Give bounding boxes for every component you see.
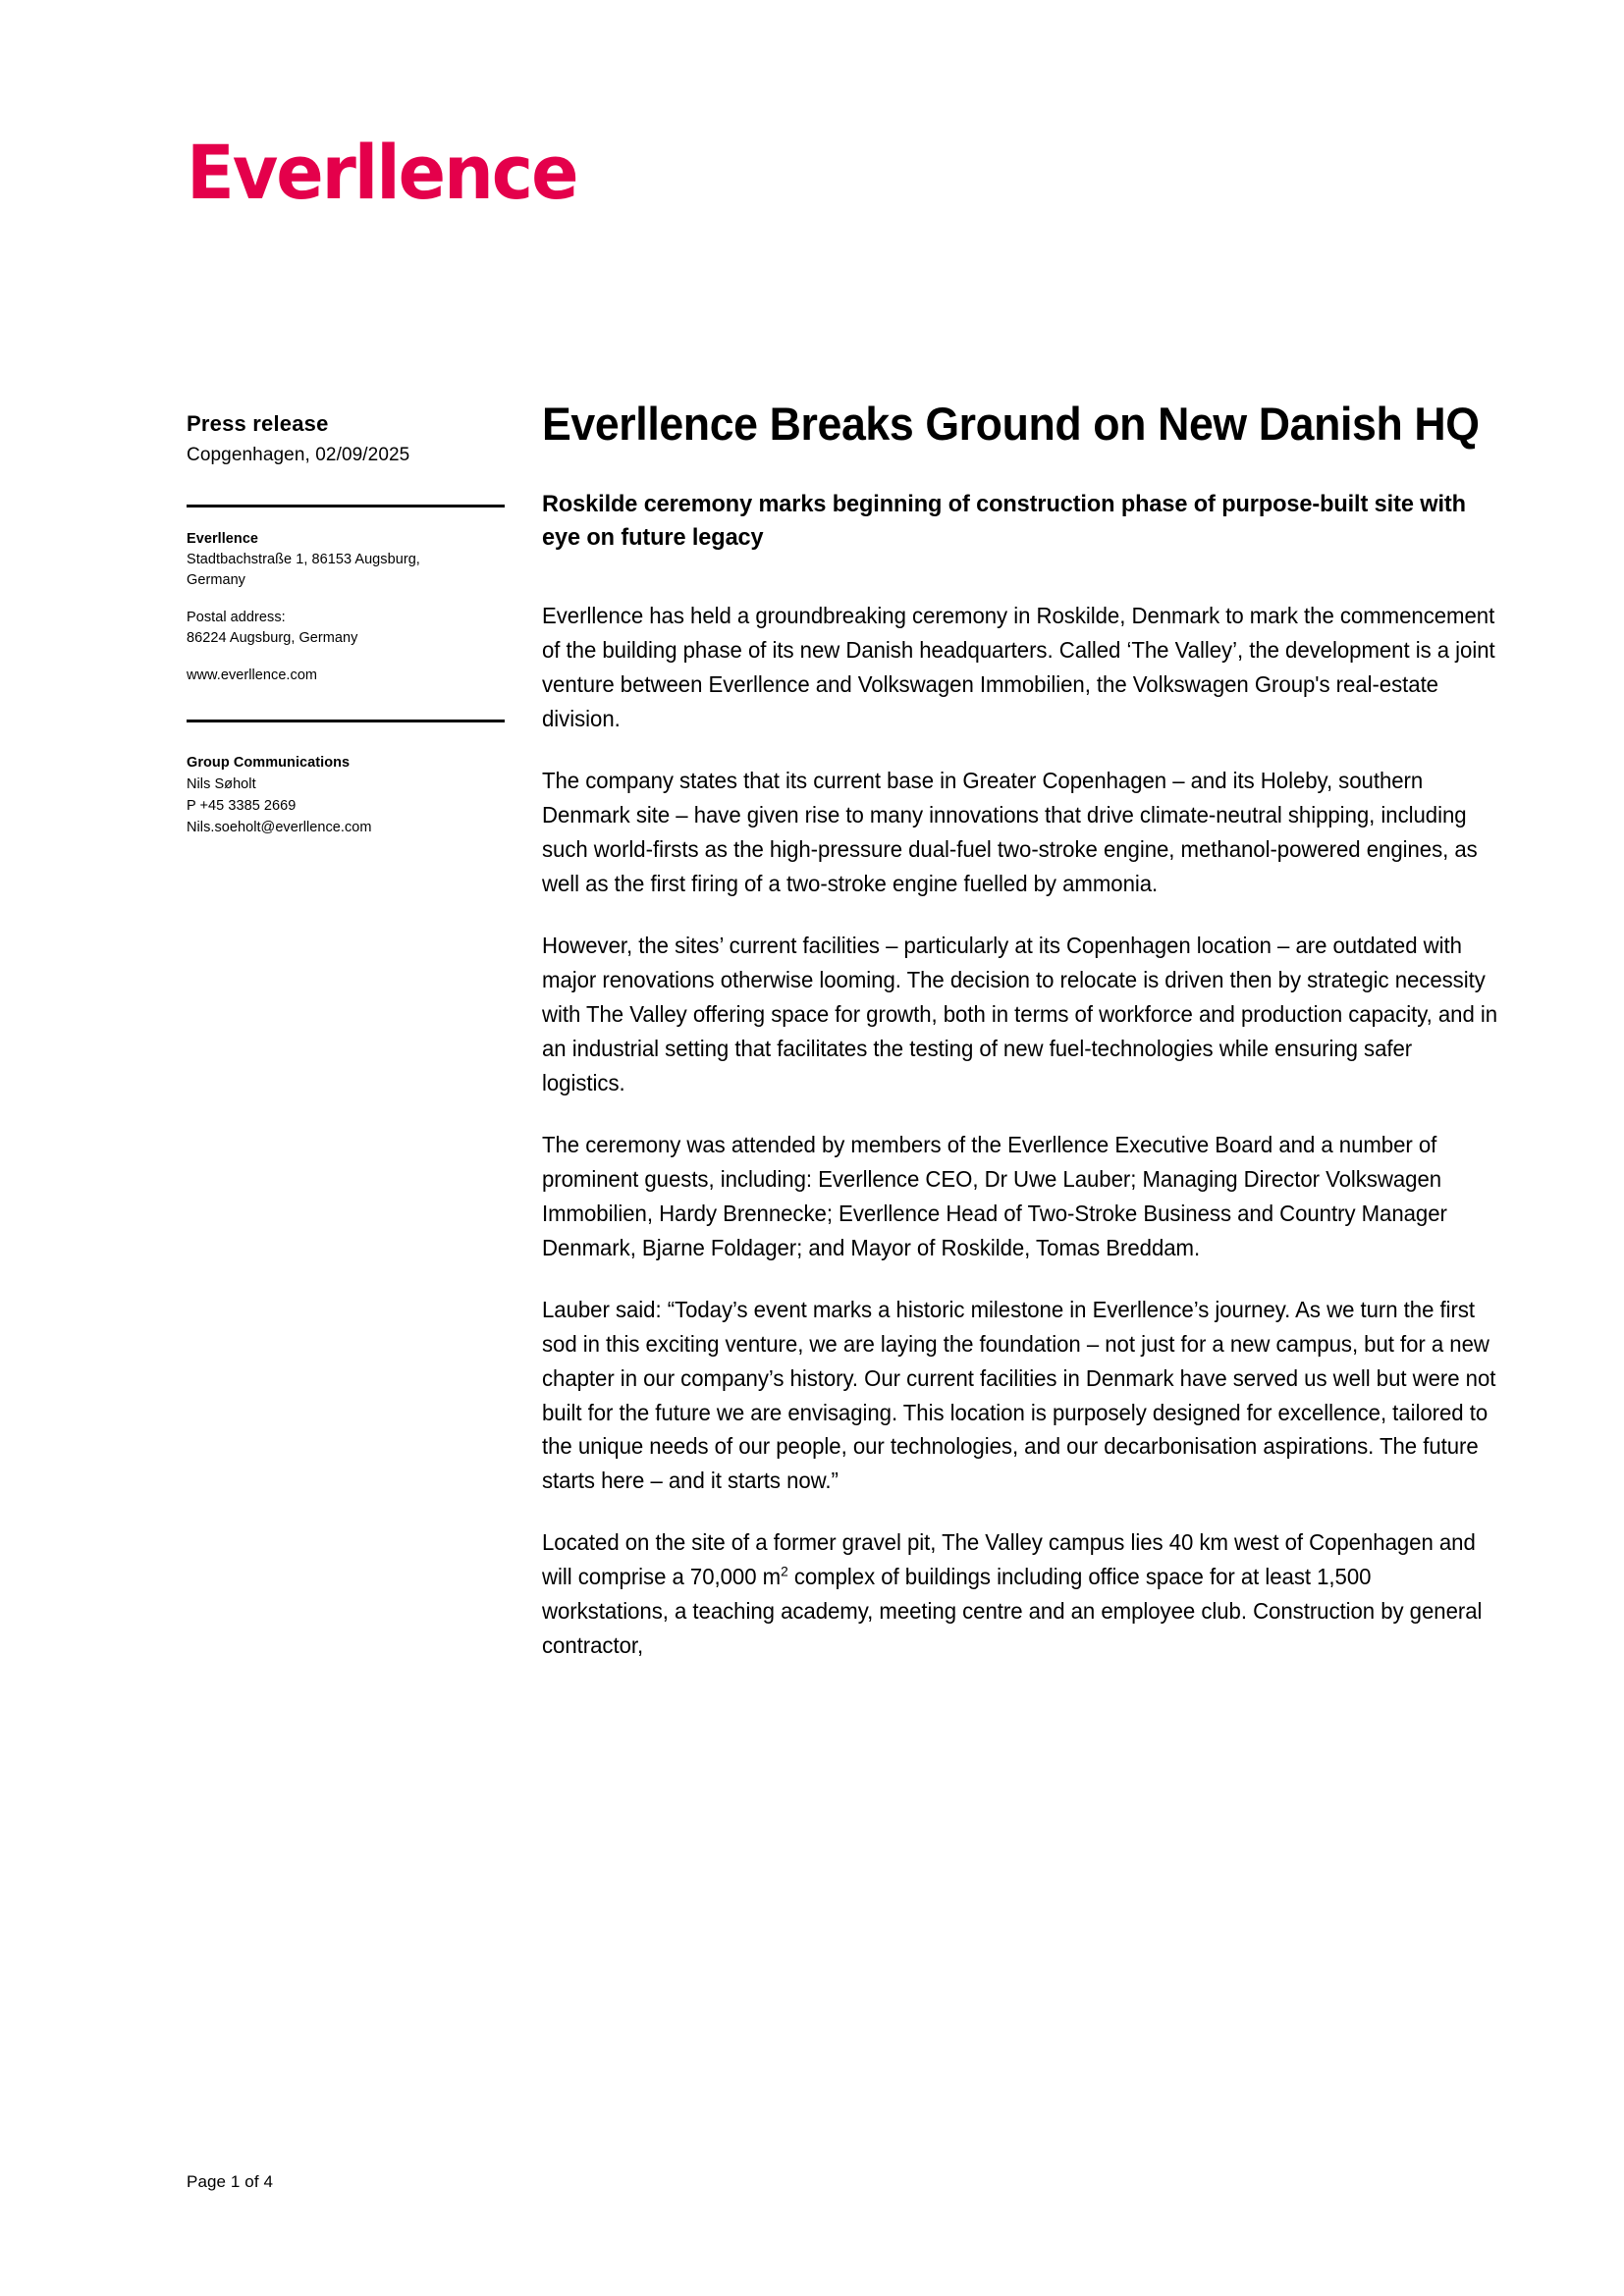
page-subtitle: Roskilde ceremony marks beginning of construction phase of purpose-built site with eye on future legacy [542,490,1466,551]
sidebar-divider-top [187,505,505,507]
press-release-label: Press release [187,411,329,436]
company-website[interactable]: www.everllence.com [187,667,318,684]
paragraph: The ceremony was attended by members of the Everllence Executive Board and a number of prominent guests, including: Everllence CEO, Dr Uwe Lauber; Managing Director Volkswagen Immobilien, Hardy Brennecke; Everllence Head of Two-Stroke Business and Country Manager Denmark, Bjarne Foldager; and Mayor of Roskilde, Tomas Breddam. [542,1131,1447,1260]
square-metre-exponent: 2 [781,1564,788,1580]
page-number: Page 1 of 4 [187,2172,274,2191]
contact-phone: P +45 3385 2669 [187,798,297,815]
company-name: Everllence [187,531,259,548]
postal-address-value: 86224 Augsburg, Germany [187,630,358,647]
paragraph-text-before-sup: Located on the site of a former gravel pit, The Valley campus lies 40 km west of Copenhagen and will comprise a 70,000 m [542,1529,1476,1590]
paragraph-text-after-sup: complex of buildings including office space for at least 1,500 workstations, a teaching academy, meeting centre and an employee club. Construction by general contractor, [542,1564,1483,1659]
postal-address-label: Postal address: [187,610,286,626]
body-copy [542,599,1534,1663]
dateline: Copgenhagen, 02/09/2025 [187,444,410,465]
sidebar-divider-bottom [187,720,505,722]
contact-person: Nils Søholt [187,776,256,793]
main-content [542,397,1534,1663]
company-address-block [187,529,505,686]
paragraph: Everllence has held a groundbreaking ceremony in Roskilde, Denmark to mark the commencement of the building phase of its new Danish headquarters. Called ‘The Valley’, the development is a joint venture between Everllence and Volkswagen Immobilien, the Volkswagen Group's real-estate division. [542,603,1495,732]
paragraph-truncated [542,1525,1499,1663]
paragraph: The company states that its current base in Greater Copenhagen – and its Holeby, southern Denmark site – have given rise to many innovations that drive climate-neutral shipping, including such world-firsts as the high-pressure dual-fuel two-stroke engine, methanol-powered engines, as well as the first firing of a two-stroke engine fuelled by ammonia. [542,768,1478,897]
sidebar [187,410,505,838]
everllence-logo: Everllence [187,129,577,216]
contact-email[interactable]: Nils.soeholt@everllence.com [187,820,372,836]
paragraph: However, the sites’ current facilities – particularly at its Copenhagen location – are outdated with major renovations otherwise looming. The decision to relocate is driven then by strategic necessity with The Valley offering space for growth, both in terms of workforce and production capacity, and in an industrial setting that facilitates the testing of new fuel-technologies while ensuring safer logistics. [542,933,1498,1095]
contact-department: Group Communications [187,755,351,772]
company-country: Germany [187,572,245,589]
paragraph: Lauber said: “Today’s event marks a historic milestone in Everllence’s journey. As we turn the first sod in this exciting venture, we are laying the foundation – not just for a new campus, but for a new chapter in our company’s history. Our current facilities in Denmark have served us well but were not built for the future we are envisaging. This location is purposely designed for excellence, tailored to the unique needs of our people, our technologies, and our decarbonisation aspirations. The future starts here – and it starts now.” [542,1296,1496,1494]
company-street: Stadtbachstraße 1, 86153 Augsburg, [187,552,420,568]
page-title: Everllence Breaks Ground on New Danish HQ [542,398,1480,450]
press-contact-block [187,752,505,838]
